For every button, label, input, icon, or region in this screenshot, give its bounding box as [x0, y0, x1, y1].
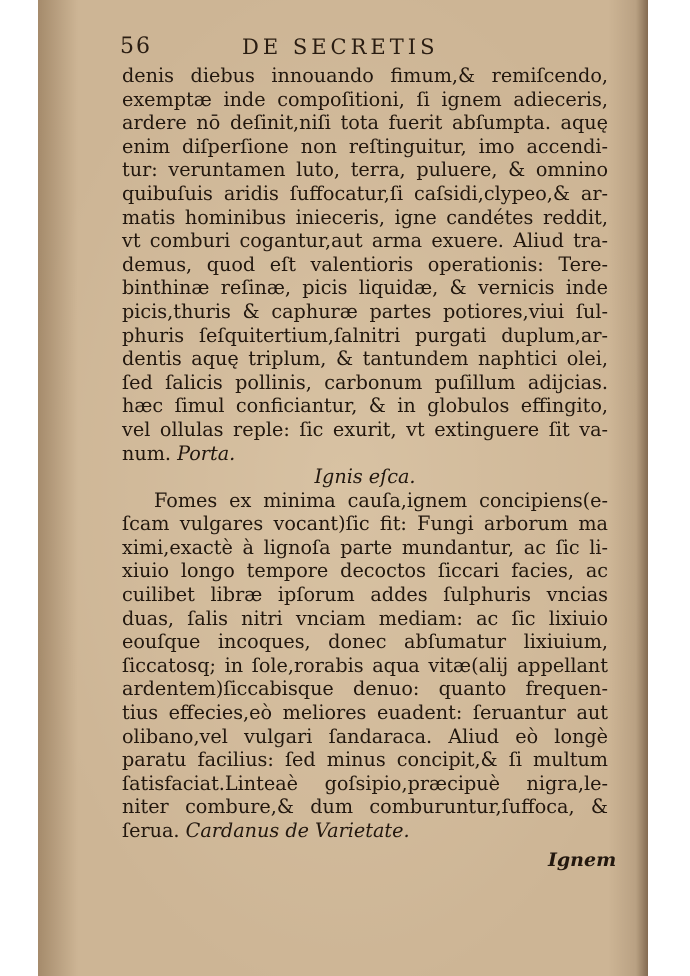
text-fragment: ſerua. — [122, 819, 180, 842]
text-fragment: num. — [122, 441, 172, 465]
text-line: enim diſperſione non reſtinguitur, imo accendi- — [122, 134, 608, 158]
text-line: xiuio longo tempore decoctos ſiccari facies, ac — [122, 559, 608, 583]
author-citation: Porta. — [177, 441, 236, 465]
text-line: duas, ſalis nitri vnciam mediam: ac ſic lixiuio — [122, 606, 608, 630]
text-line: ſed ſalicis pollinis, carbonum puſillum adijcias. — [122, 370, 608, 394]
text-line: demus, quod eſt valentioris operationis: Tere- — [122, 252, 608, 276]
paragraph-end-line — [122, 819, 608, 843]
text-line: ſcam vulgares vocant)ſic fit: Fungi arborum ma — [122, 512, 608, 536]
running-title: DE SECRETIS — [242, 35, 439, 59]
catchword: Ignem — [548, 849, 617, 871]
text-line: eouſque incoques, donec abſumatur lixiuium, — [122, 630, 608, 654]
text-line: ximi,exactè à lignoſa parte mundantur, ac ſic li- — [122, 535, 608, 559]
text-line: vel ollulas reple: ſic exurit, vt extinguere ſit va- — [122, 417, 608, 441]
text-line: quibuſuis aridis ſuffocatur,ſi caſsidi,clypeo,& ar- — [122, 181, 608, 205]
text-line: vt comburi cogantur,aut arma exuere. Aliud tra- — [122, 229, 608, 253]
text-line: olibano,vel vulgari ſandaraca. Aliud eò longè — [122, 724, 608, 748]
text-line: tur: veruntamen luto, terra, puluere, & omnino — [122, 158, 608, 182]
text-line: ſiccatosq; in ſole,rorabis aqua vitæ(alij appellant — [122, 653, 608, 677]
text-line: niter combure,& dum comburuntur,ſuffoca, & — [122, 795, 608, 819]
text-line: Fomes ex minima cauſa,ignem concipiens(e- — [154, 488, 608, 512]
text-line: matis hominibus inieceris, igne candétes reddit, — [122, 205, 608, 229]
text-line: denis diebus innouando fimum,& remiſcendo, — [122, 64, 608, 87]
text-line: dentis aquę triplum, & tantundem naphtici olei, — [122, 347, 608, 371]
body-text — [122, 64, 608, 843]
page-number: 56 — [120, 34, 152, 59]
text-line: binthinæ reſinæ, picis liquidæ, & vernicis inde — [122, 276, 608, 300]
text-line: picis,thuris & caphuræ partes potiores,viui ſul- — [122, 299, 608, 323]
text-line: tius effecies,eò meliores euadent: ſeruantur aut — [122, 701, 608, 725]
running-head — [120, 34, 540, 64]
source-citation: Cardanus de Varietate. — [185, 819, 410, 842]
text-line: exemptæ inde compoſitioni, ſi ignem adieceris, — [122, 87, 608, 111]
text-line: cuilibet libræ ipſorum addes ſulphuris vncias — [122, 583, 608, 607]
text-line: ſatisfaciat.Linteaè goſsipio,præcipuè nigra,le- — [122, 771, 608, 795]
text-line: paratu facilius: ſed minus concipit,& ſi multum — [122, 748, 608, 772]
text-line: phuris ſeſquitertium,ſalnitri purgati duplum,ar- — [122, 323, 608, 347]
text-line: ardentem)ſiccabisque denuo: quanto frequen- — [122, 677, 608, 701]
text-line: ardere nō deſinit,niſi tota fuerit abſumpta. aquę — [122, 111, 608, 135]
paragraph-end-line — [122, 442, 608, 466]
section-heading: Ignis eſca. — [314, 465, 416, 489]
text-line: hæc ſimul conficiantur, & in globulos effingito, — [122, 394, 608, 418]
